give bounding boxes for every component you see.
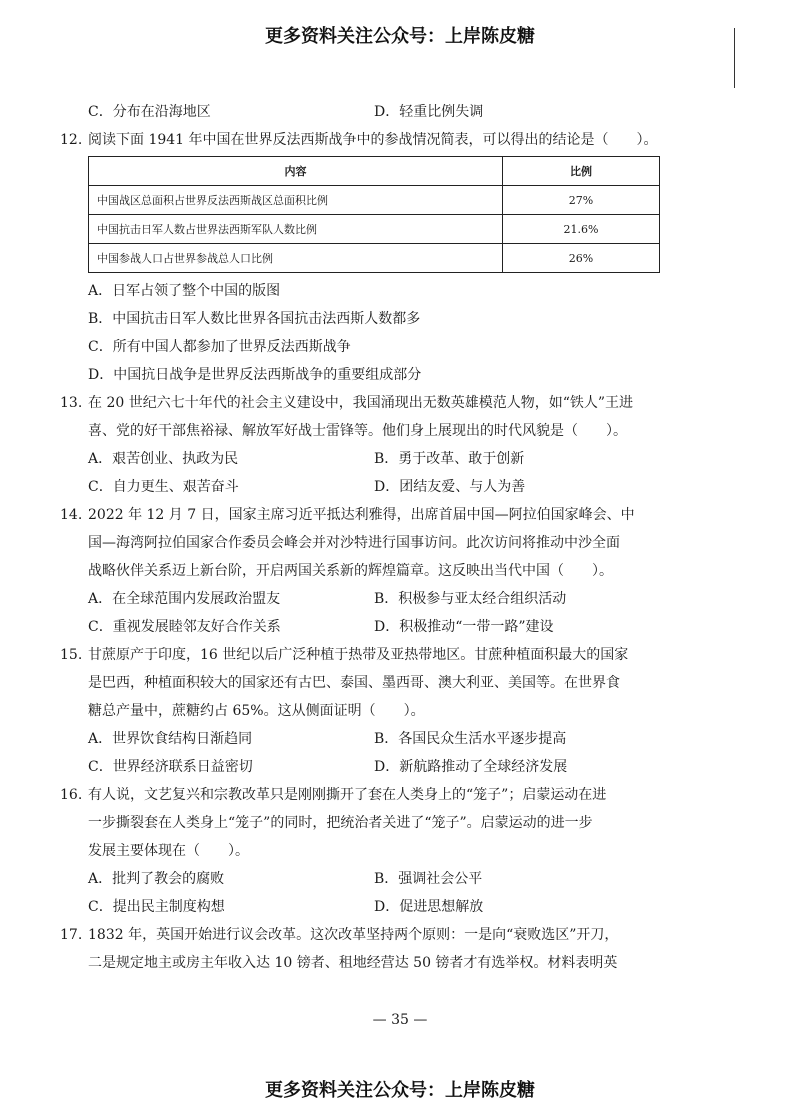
q15-number: 15. bbox=[60, 647, 83, 663]
q15-options-row-2 bbox=[60, 753, 680, 781]
q17-number: 17. bbox=[60, 927, 83, 943]
table-header-content: 内容 bbox=[89, 157, 503, 186]
q16-options-row-2 bbox=[60, 893, 680, 921]
q14-option-b: B．积极参与亚太经合组织活动 bbox=[374, 591, 567, 607]
q16-options-row-1 bbox=[60, 865, 680, 893]
q14-line-3: 战略伙伴关系迈上新台阶，开启两国关系新的辉煌篇章。这反映出当代中国（ ）。 bbox=[88, 563, 613, 579]
q16-line-1: 有人说，文艺复兴和宗教改革只是刚刚撕开了套在人类身上的“笼子”；启蒙运动在进 bbox=[88, 787, 607, 803]
q16-option-a: A．批判了教会的腐败 bbox=[88, 871, 225, 887]
q14-number: 14. bbox=[60, 507, 83, 523]
q12-stem bbox=[60, 126, 680, 154]
q15-line-1: 甘蔗原产于印度，16 世纪以后广泛种植于热带及亚热带地区。甘蔗种植面积最大的国家 bbox=[88, 647, 629, 663]
q14-options-row-1 bbox=[60, 585, 680, 613]
q14-option-d: D．积极推动“一带一路”建设 bbox=[374, 619, 554, 635]
q13-options-row-2 bbox=[60, 473, 680, 501]
q13-option-c: C．自力更生、艰苦奋斗 bbox=[88, 479, 239, 495]
q17-line-2: 二是规定地主或房主年收入达 10 镑者、租地经营达 50 镑者才有选举权。材料表明英 bbox=[88, 955, 618, 971]
q16-stem bbox=[60, 781, 680, 809]
q15-option-b: B．各国民众生活水平逐步提高 bbox=[374, 731, 567, 747]
q14-option-a: A．在全球范围内发展政治盟友 bbox=[88, 591, 281, 607]
q15-stem bbox=[60, 641, 680, 669]
table-cell-content: 中国参战人口占世界参战总人口比例 bbox=[89, 244, 503, 273]
q14-stem bbox=[60, 501, 680, 529]
q12-option-a: A．日军占领了整个中国的版图 bbox=[88, 283, 281, 299]
q13-line-2: 喜、党的好干部焦裕禄、解放军好战士雷锋等。他们身上展现出的时代风貌是（ ）。 bbox=[88, 423, 627, 439]
q14-line-1: 2022 年 12 月 7 日，国家主席习近平抵达利雅得，出席首届中国—阿拉伯国家峰会、中 bbox=[88, 507, 635, 523]
table-cell-content: 中国抗击日军人数占世界法西斯军队人数比例 bbox=[89, 215, 503, 244]
q13-options-row-1 bbox=[60, 445, 680, 473]
q14-options-row-2 bbox=[60, 613, 680, 641]
q13-option-b: B．勇于改革、敢于创新 bbox=[374, 451, 525, 467]
q15-option-a: A．世界饮食结构日渐趋同 bbox=[88, 731, 253, 747]
q17-stem bbox=[60, 921, 680, 949]
q14-option-c: C．重视发展睦邻友好合作关系 bbox=[88, 619, 281, 635]
q12-stem-text: 阅读下面 1941 年中国在世界反法西斯战争中的参战情况简表，可以得出的结论是（ ）。 bbox=[88, 132, 658, 148]
q16-option-c: C．提出民主制度构想 bbox=[88, 899, 225, 915]
table-header-ratio: 比例 bbox=[503, 157, 660, 186]
table-cell-ratio: 26% bbox=[503, 244, 660, 273]
question-content bbox=[60, 98, 680, 977]
q11-options bbox=[60, 98, 680, 126]
q16-option-d: D．促进思想解放 bbox=[374, 899, 484, 915]
table-cell-ratio: 27% bbox=[503, 186, 660, 215]
q16-line-2: 一步撕裂套在人类身上“笼子”的同时，把统治者关进了“笼子”。启蒙运动的进一步 bbox=[88, 815, 593, 831]
q12-option-b: B．中国抗击日军人数比世界各国抗击法西斯人数都多 bbox=[88, 311, 421, 327]
page-edge-line bbox=[734, 28, 735, 88]
q12-table bbox=[88, 156, 660, 273]
q16-line-3: 发展主要体现在（ ）。 bbox=[88, 843, 249, 859]
q13-number: 13. bbox=[60, 395, 83, 411]
q12-number: 12. bbox=[60, 132, 83, 148]
q11-option-c: C．分布在沿海地区 bbox=[88, 104, 211, 120]
table-row bbox=[89, 215, 660, 244]
footer-banner: 更多资料关注公众号：上岸陈皮糖 bbox=[265, 1080, 535, 1101]
q16-option-b: B．强调社会公平 bbox=[374, 871, 483, 887]
q16-number: 16. bbox=[60, 787, 83, 803]
q15-line-3: 糖总产量中，蔗糖约占 65%。这从侧面证明（ ）。 bbox=[88, 703, 425, 719]
q13-option-d: D．团结友爱、与人为善 bbox=[374, 479, 526, 495]
page-number: — 35 — bbox=[372, 1012, 428, 1028]
q13-line-1: 在 20 世纪六七十年代的社会主义建设中，我国涌现出无数英雄模范人物，如“铁人”王进 bbox=[88, 395, 634, 411]
q15-option-d: D．新航路推动了全球经济发展 bbox=[374, 759, 568, 775]
table-row bbox=[89, 244, 660, 273]
q14-line-2: 国—海湾阿拉伯国家合作委员会峰会并对沙特进行国事访问。此次访问将推动中沙全面 bbox=[88, 535, 620, 551]
table-cell-ratio: 21.6% bbox=[503, 215, 660, 244]
q15-line-2: 是巴西，种植面积较大的国家还有古巴、泰国、墨西哥、澳大利亚、美国等。在世界食 bbox=[88, 675, 620, 691]
q12-option-d: D．中国抗日战争是世界反法西斯战争的重要组成部分 bbox=[88, 367, 422, 383]
header-banner: 更多资料关注公众号：上岸陈皮糖 bbox=[265, 26, 535, 47]
q17-line-1: 1832 年，英国开始进行议会改革。这次改革坚持两个原则：一是向“衰败选区”开刀， bbox=[88, 927, 619, 943]
q12-option-c: C．所有中国人都参加了世界反法西斯战争 bbox=[88, 339, 351, 355]
q11-option-d: D．轻重比例失调 bbox=[374, 104, 484, 120]
q15-options-row-1 bbox=[60, 725, 680, 753]
q15-option-c: C．世界经济联系日益密切 bbox=[88, 759, 253, 775]
table-cell-content: 中国战区总面积占世界反法西斯战区总面积比例 bbox=[89, 186, 503, 215]
q13-option-a: A．艰苦创业、执政为民 bbox=[88, 451, 239, 467]
q13-stem bbox=[60, 389, 680, 417]
table-row bbox=[89, 186, 660, 215]
